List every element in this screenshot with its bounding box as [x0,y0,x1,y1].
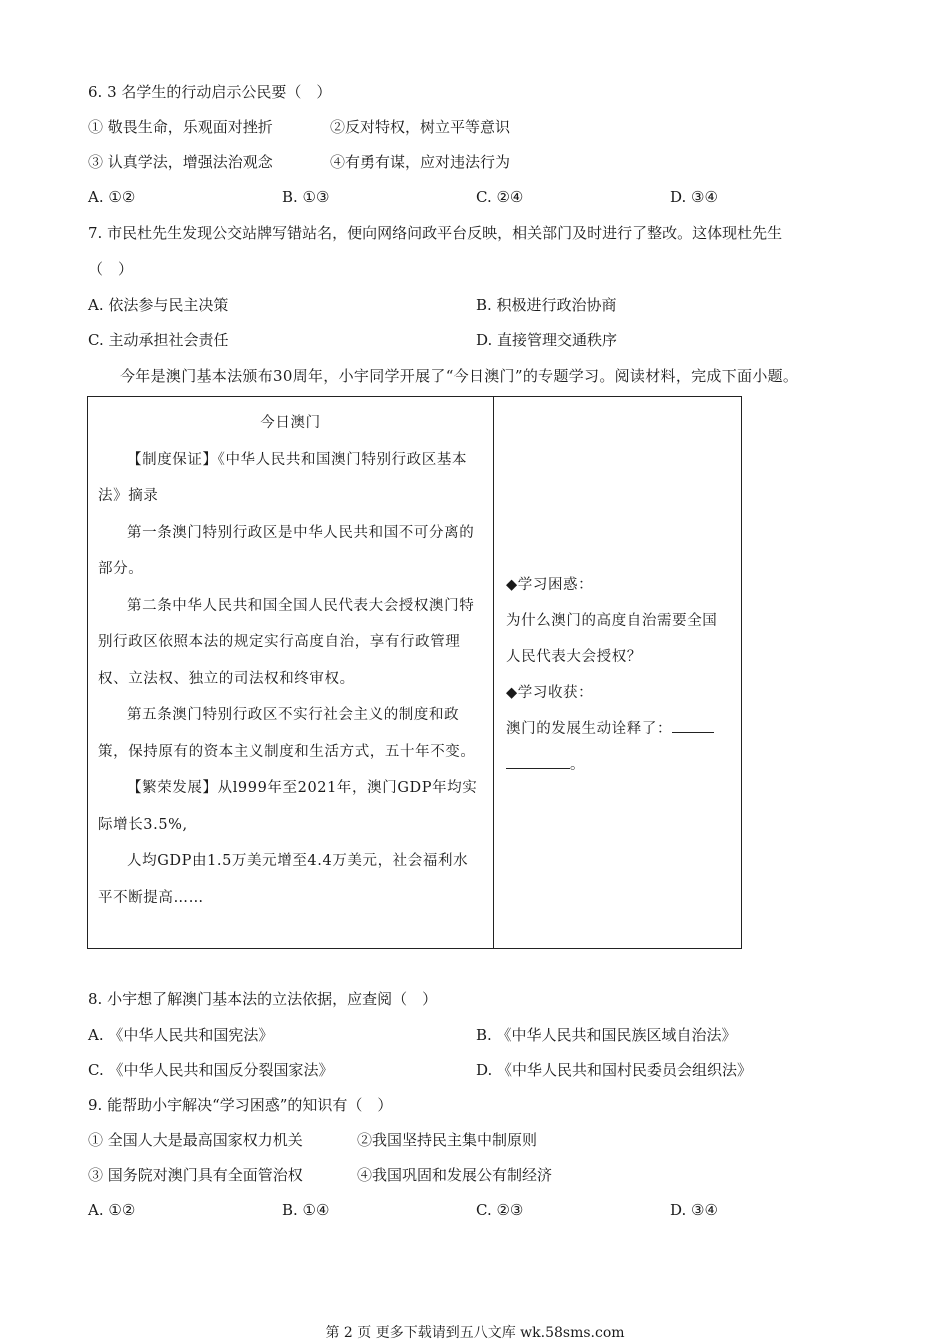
q8-option-b: B. 《中华人民共和国民族区域自治法》 [476,1026,737,1044]
q8-option-a: A. 《中华人民共和国宪法》 [88,1026,274,1044]
q6-option-c: C. ②④ [476,188,524,206]
q9-option-a: A. ①② [88,1201,136,1219]
q8-option-c: C. 《中华人民共和国反分裂国家法》 [88,1061,334,1079]
q9-stem: 9. 能帮助小宇解决“学习困惑”的知识有（ ） [88,1096,393,1114]
q6-option-a: A. ①② [88,188,136,206]
q9-option-d: D. ③④ [670,1201,718,1219]
q7-option-a: A. 依法参与民主决策 [88,296,229,314]
q6-statement-1: ① 敬畏生命，乐观面对挫折 [88,118,273,136]
confusion-label: ◆学习困惑： [506,577,594,593]
q9-statement-1: ① 全国人大是最高国家权力机关 [88,1131,303,1149]
q9-statement-4: ④我国巩固和发展公有制经济 [357,1166,553,1184]
q9-statement-2: ②我国坚持民主集中制原则 [357,1131,538,1149]
page-footer: 第 2 页 更多下载请到五八文库 wk.58sms.com [325,1325,625,1341]
material-right-cell [494,397,741,948]
q8-option-d: D. 《中华人民共和国村民委员会组织法》 [476,1061,753,1079]
q6-statement-4: ④有勇有谋，应对违法行为 [330,153,511,171]
material-intro: 今年是澳门基本法颁布30周年，小宇同学开展了“今日澳门”的专题学习。阅读材料，完成下面小题。 [120,367,799,385]
q9-option-c: C. ②③ [476,1201,524,1219]
q7-option-c: C. 主动承担社会责任 [88,331,229,349]
confusion-text: 为什么澳门的高度自治需要全国人民代表大会授权？ [506,613,718,665]
material-table [87,396,742,949]
q6-stem: 6. 3 名学生的行动启示公民要（ ） [88,83,332,101]
gain-text-line [506,711,731,747]
material-title: 今日澳门 [260,415,321,431]
material-paragraph: 第五条澳门特别行政区不实行社会主义的制度和政策，保持原有的资本主义制度和生活方式，五十年不变。 [98,707,476,760]
material-paragraph: 人均GDP由1.5万美元增至4.4万美元，社会福利水平不断提高…… [98,853,469,906]
q7-stem: 7. 市民杜先生发现公交站牌写错站名，便向网络问政平台反映，相关部门及时进行了整改。这体现杜先生 [88,224,783,242]
material-paragraph: 【繁荣发展】从l999年至2021年，澳门GDP年均实际增长3.5%, [98,780,478,833]
q8-stem: 8. 小宇想了解澳门基本法的立法依据，应查阅（ ） [88,990,438,1008]
answer-blank[interactable] [672,718,714,733]
q6-option-b: B. ①③ [282,188,330,206]
q6-statement-2: ②反对特权，树立平等意识 [330,118,511,136]
gain-continuation [506,747,731,783]
material-paragraph: 第二条中华人民共和国全国人民代表大会授权澳门特别行政区依照本法的规定实行高度自治，享有行政管理权、立法权、独立的司法权和终审权。 [98,597,475,687]
gain-text: 澳门的发展生动诠释了： [506,721,673,737]
material-paragraph: 【制度保证】《中华人民共和国澳门特别行政区基本法》摘录 [98,451,468,504]
q6-option-d: D. ③④ [670,188,718,206]
q7-stem-continuation: （ ） [88,260,134,278]
q7-option-d: D. 直接管理交通秩序 [476,331,618,349]
material-left-cell [88,397,494,948]
q9-option-b: B. ①④ [282,1201,330,1219]
gain-label: ◆学习收获： [506,685,594,701]
q7-option-b: B. 积极进行政治协商 [476,296,617,314]
answer-blank-cont[interactable] [506,754,570,769]
gain-end: 。 [570,757,586,773]
q6-statement-3: ③ 认真学法，增强法治观念 [88,153,273,171]
material-paragraph: 第一条澳门特别行政区是中华人民共和国不可分离的部分。 [98,524,475,577]
q9-statement-3: ③ 国务院对澳门具有全面管治权 [88,1166,303,1184]
